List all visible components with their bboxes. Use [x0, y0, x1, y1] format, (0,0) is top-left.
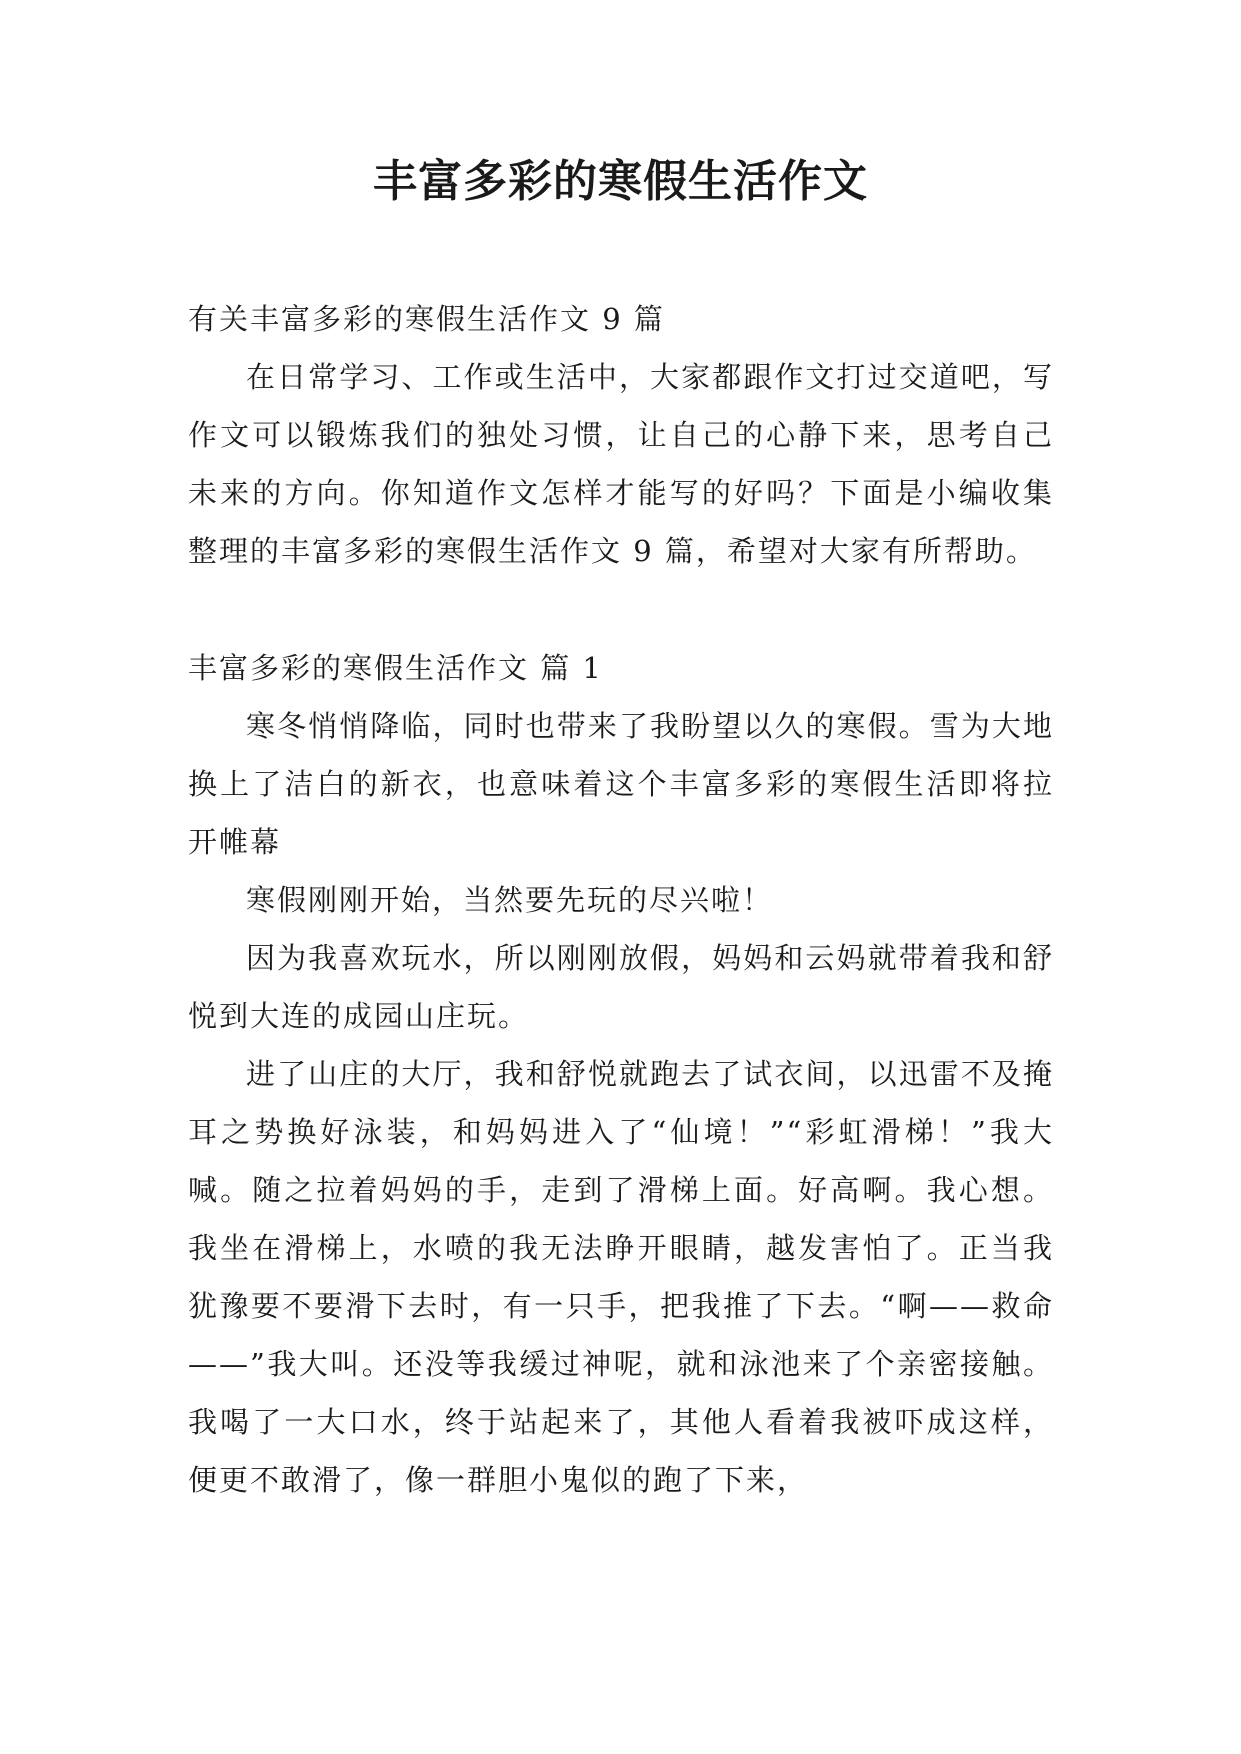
section-heading: 丰富多彩的寒假生活作文 篇 1 [188, 651, 603, 685]
intro-heading: 有关丰富多彩的寒假生活作文 9 篇 [188, 302, 665, 336]
body-paragraph: 寒假刚刚开始，当然要先玩的尽兴啦！ [246, 883, 774, 917]
body-paragraph: 进了山庄的大厅，我和舒悦就跑去了试衣间，以迅雷不及掩耳之势换好泳装，和妈妈进入了“仙境！”“彩虹滑梯！”我大喊。随之拉着妈妈的手，走到了滑梯上面。好高啊。我心想。我坐在滑梯上，水喷的我无法睁开眼睛，越发害怕了。正当我犹豫要不要滑下去时，有一只手，把我推了下去。“啊——救命——”我大叫。还没等我缓过神呢，就和泳池来了个亲密接触。我喝了一大口水，终于站起来了，其他人看着我被吓成这样，便更不敢滑了，像一群胆小鬼似的跑了下来， [188, 1057, 1054, 1497]
body-paragraph: 因为我喜欢玩水，所以刚刚放假，妈妈和云妈就带着我和舒悦到大连的成园山庄玩。 [188, 941, 1054, 1033]
body-paragraph: 寒冬悄悄降临，同时也带来了我盼望以久的寒假。雪为大地换上了洁白的新衣，也意味着这个丰富多彩的寒假生活即将拉开帷幕 [188, 709, 1054, 859]
section-spacer [188, 580, 1054, 639]
document-title: 丰富多彩的寒假生活作文 [373, 156, 868, 207]
document-body [188, 290, 1054, 1509]
intro-paragraph: 在日常学习、工作或生活中，大家都跟作文打过交道吧，写作文可以锻炼我们的独处习惯，让自己的心静下来，思考自己未来的方向。你知道作文怎样才能写的好吗？下面是小编收集整理的丰富多彩的寒假生活作文 9 篇，希望对大家有所帮助。 [188, 360, 1054, 568]
